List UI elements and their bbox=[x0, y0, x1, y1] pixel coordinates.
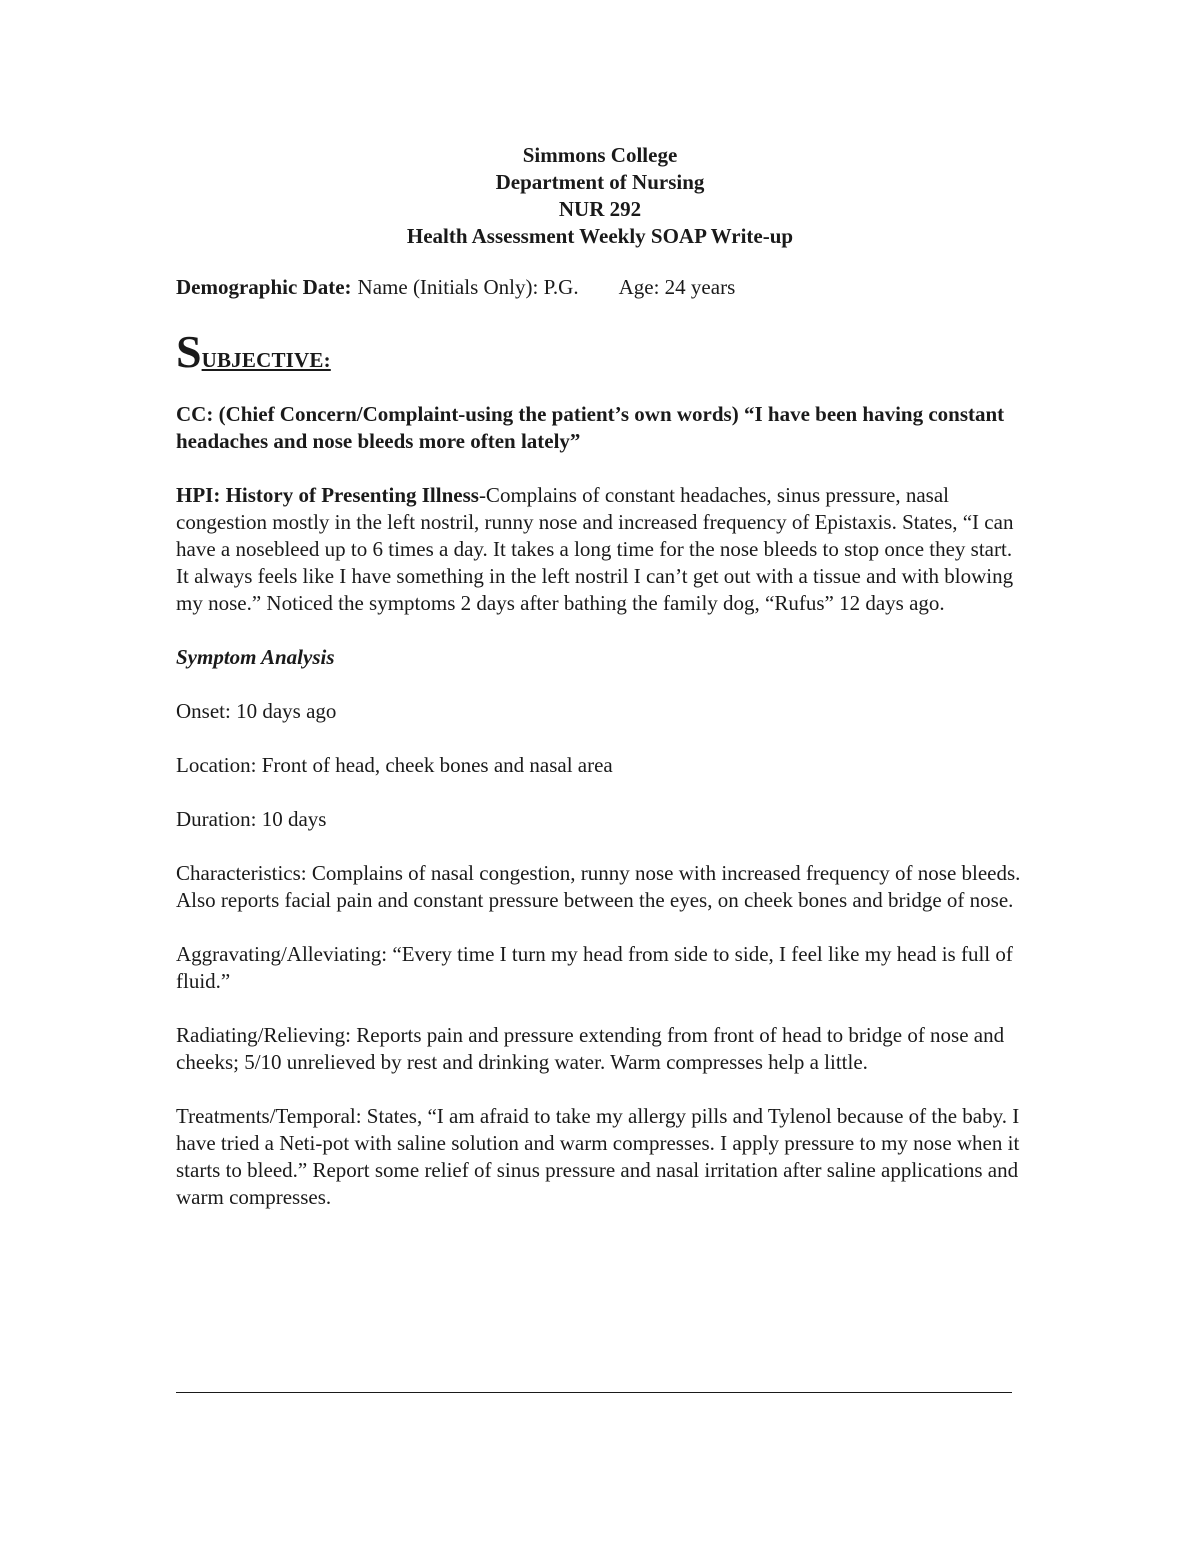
subjective-initial: S bbox=[176, 326, 202, 377]
aggravating-alleviating: Aggravating/Alleviating: “Every time I turn my head from side to side, I feel like my head is full of fluid.” bbox=[176, 942, 1013, 993]
document-page bbox=[176, 142, 1026, 1211]
subjective-heading bbox=[176, 327, 1026, 377]
document-title: Health Assessment Weekly SOAP Write-up bbox=[406, 224, 794, 248]
symptom-analysis-title: Symptom Analysis bbox=[176, 645, 335, 669]
hpi-text: -Complains of constant headaches, sinus pressure, nasal congestion mostly in the left nostril, runny nose and increased frequency of Epistaxis. States, “I can have a nosebleed up to 6 times a day. It takes a long time for the nose bleeds to stop once they start. It always feels like I have something in the left nostril I can’t get out with a tissue and with blowing my nose.” Noticed the symptoms 2 days after bathing the family dog, “Rufus” 12 days ago. bbox=[176, 483, 1014, 615]
college-name: Simmons College bbox=[522, 143, 678, 167]
demographic-label: Demographic Date: bbox=[176, 275, 352, 299]
document-header bbox=[174, 142, 1026, 250]
subjective-rest: UBJECTIVE: bbox=[201, 348, 331, 372]
onset: Onset: 10 days ago bbox=[176, 699, 337, 723]
duration: Duration: 10 days bbox=[176, 807, 327, 831]
patient-name: Name (Initials Only): P.G. bbox=[357, 275, 579, 299]
characteristics: Characteristics: Complains of nasal congestion, runny nose with increased frequency of nose bleeds. Also reports facial pain and constant pressure between the eyes, on cheek bones and bridge of nose. bbox=[176, 861, 1021, 912]
hpi-paragraph bbox=[176, 482, 1026, 617]
location: Location: Front of head, cheek bones and nasal area bbox=[176, 753, 613, 777]
demographic-line bbox=[176, 274, 1026, 301]
chief-complaint: CC: (Chief Concern/Complaint-using the patient’s own words) “I have been having constant headaches and nose bleeds more often lately” bbox=[176, 402, 1005, 453]
footer-rule bbox=[176, 1392, 1012, 1393]
hpi-label: HPI: History of Presenting Illness bbox=[176, 483, 479, 507]
patient-age: Age: 24 years bbox=[618, 275, 736, 299]
treatments-temporal: Treatments/Temporal: States, “I am afraid to take my allergy pills and Tylenol because of the baby. I have tried a Neti-pot with saline solution and warm compresses. I apply pressure to my nose when it starts to bleed.” Report some relief of sinus pressure and nasal irritation after saline applications and warm compresses. bbox=[176, 1104, 1020, 1209]
department-name: Department of Nursing bbox=[495, 170, 705, 194]
radiating-relieving: Radiating/Relieving: Reports pain and pressure extending from front of head to bridge of nose and cheeks; 5/10 unrelieved by rest and drinking water. Warm compresses help a little. bbox=[176, 1023, 1005, 1074]
course-code: NUR 292 bbox=[558, 197, 642, 221]
